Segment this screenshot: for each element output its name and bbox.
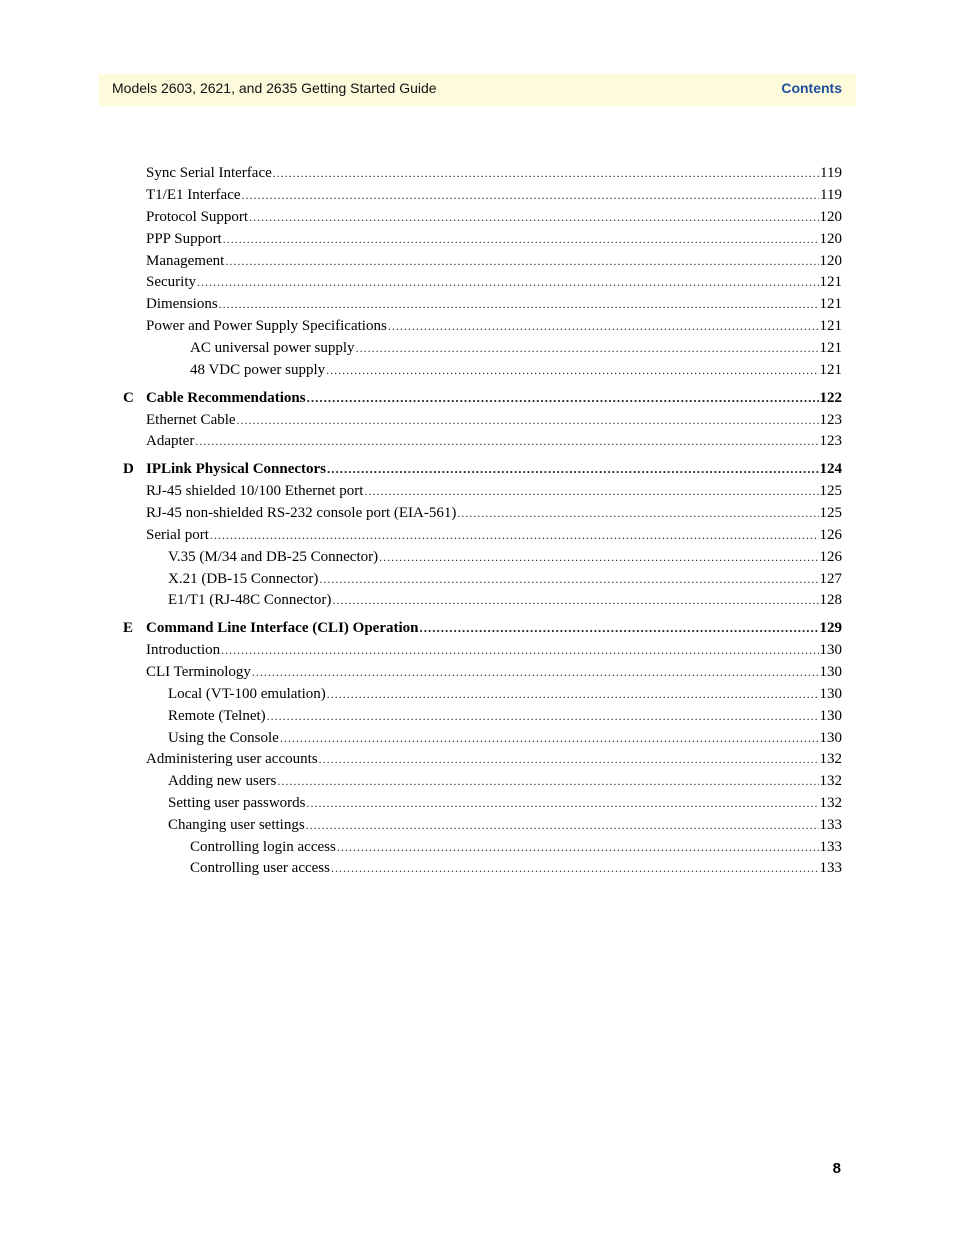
toc-entry-page[interactable]: 121 (819, 274, 842, 290)
toc-entry-label[interactable]: Adding new users (168, 773, 277, 789)
toc-entry-page[interactable]: 126 (819, 527, 842, 543)
dot-leader (457, 503, 818, 523)
toc-entry[interactable] (190, 837, 842, 857)
dot-leader (332, 590, 818, 610)
document-title: Models 2603, 2621, and 2635 Getting Started Guide (112, 80, 437, 96)
toc-entry-label[interactable]: Dimensions (146, 296, 218, 312)
dot-leader (249, 207, 818, 227)
toc-entry-page[interactable]: 120 (819, 209, 842, 225)
dot-leader (242, 185, 820, 205)
toc-entry[interactable] (146, 481, 842, 501)
toc-appendix-entry[interactable] (146, 459, 842, 479)
toc-entry-page[interactable]: 132 (819, 751, 842, 767)
toc-entry-page[interactable]: 119 (820, 187, 842, 203)
toc-entry-label[interactable]: Protocol Support (146, 209, 249, 225)
toc-entry-page[interactable]: 124 (819, 461, 842, 477)
toc-entry[interactable] (146, 229, 842, 249)
toc-entry[interactable] (168, 815, 842, 835)
dot-leader (331, 858, 819, 878)
toc-entry-page[interactable]: 122 (819, 390, 842, 406)
toc-entry-page[interactable]: 130 (819, 642, 842, 658)
dot-leader (307, 388, 819, 408)
toc-entry[interactable] (168, 728, 842, 748)
toc-entry-page[interactable]: 132 (819, 773, 842, 789)
toc-entry-label[interactable]: Controlling user access (190, 860, 330, 876)
toc-entry[interactable] (146, 662, 842, 682)
toc-entry[interactable] (146, 525, 842, 545)
toc-entry-label[interactable]: Changing user settings (168, 817, 305, 833)
toc-entry-page[interactable]: 120 (819, 231, 842, 247)
dot-leader (326, 360, 818, 380)
running-header (99, 74, 856, 106)
toc-entry-page[interactable]: 128 (819, 592, 842, 608)
dot-leader (277, 771, 818, 791)
dot-leader (319, 569, 818, 589)
dot-leader (237, 410, 819, 430)
toc-entry-page[interactable]: 121 (819, 362, 842, 378)
dot-leader (419, 618, 818, 638)
toc-entry-label[interactable]: Serial port (146, 527, 209, 543)
toc-entry[interactable] (146, 185, 842, 205)
dot-leader (223, 229, 819, 249)
toc-entry-page[interactable]: 130 (819, 664, 842, 680)
toc-entry-label[interactable]: PPP Support (146, 231, 222, 247)
toc-entry-page[interactable]: 125 (819, 483, 842, 499)
toc-entry-page[interactable]: 127 (819, 571, 842, 587)
toc-entry-page[interactable]: 132 (819, 795, 842, 811)
toc-entry[interactable] (168, 590, 842, 610)
section-title[interactable]: Contents (781, 80, 842, 96)
toc-entry-label[interactable]: Cable Recommendations (146, 390, 306, 406)
dot-leader (306, 815, 819, 835)
appendix-letter: C (123, 390, 134, 406)
dot-leader (221, 640, 818, 660)
toc-entry-label[interactable]: Using the Console (168, 730, 279, 746)
toc-entry-page[interactable]: 123 (819, 433, 842, 449)
toc-entry[interactable] (168, 706, 842, 726)
toc-entry[interactable] (146, 316, 842, 336)
toc-entry-label[interactable]: Command Line Interface (CLI) Operation (146, 620, 419, 636)
toc-entry-label[interactable]: V.35 (M/34 and DB-25 Connector) (168, 549, 379, 565)
toc-entry[interactable] (146, 251, 842, 271)
toc-entry-page[interactable]: 133 (819, 817, 842, 833)
dot-leader (388, 316, 819, 336)
dot-leader (319, 749, 819, 769)
toc-entry[interactable] (190, 858, 842, 878)
page-number: 8 (832, 1160, 841, 1177)
dot-leader (280, 728, 819, 748)
toc-entry[interactable] (146, 749, 842, 769)
toc-entry[interactable] (168, 684, 842, 704)
toc-appendix-entry[interactable] (146, 618, 842, 638)
toc-entry-label[interactable]: T1/E1 Interface (146, 187, 241, 203)
dot-leader (337, 837, 819, 857)
toc-entry[interactable] (146, 163, 842, 183)
toc-entry-label[interactable]: AC universal power supply (190, 340, 355, 356)
toc-entry-label[interactable]: Remote (Telnet) (168, 708, 266, 724)
toc-entry[interactable] (146, 207, 842, 227)
toc-entry-page[interactable]: 130 (819, 686, 842, 702)
dot-leader (252, 662, 819, 682)
toc-entry-label[interactable]: Security (146, 274, 196, 290)
toc-entry[interactable] (168, 793, 842, 813)
toc-entry-label[interactable]: IPLink Physical Connectors (146, 461, 327, 477)
toc-entry[interactable] (146, 640, 842, 660)
toc-entry[interactable] (146, 294, 842, 314)
toc-entry-page[interactable]: 130 (819, 730, 842, 746)
toc-entry-label[interactable]: Sync Serial Interface (146, 165, 272, 181)
toc-entry-label[interactable]: Controlling login access (190, 839, 336, 855)
toc-entry-label[interactable]: RJ-45 non-shielded RS-232 console port (EIA-561) (146, 505, 457, 521)
toc-entry-label[interactable]: Power and Power Supply Specifications (146, 318, 387, 334)
toc-entry-label[interactable]: Adapter (146, 433, 195, 449)
dot-leader (273, 163, 819, 183)
toc-entry-page[interactable]: 119 (820, 165, 842, 181)
toc-entry-label[interactable]: 48 VDC power supply (190, 362, 326, 378)
toc-entry[interactable] (190, 338, 842, 358)
dot-leader (379, 547, 818, 567)
dot-leader (267, 706, 819, 726)
toc-entry-page[interactable]: 123 (819, 412, 842, 428)
toc-entry[interactable] (146, 503, 842, 523)
dot-leader (307, 793, 819, 813)
toc-entry-label[interactable]: Management (146, 253, 225, 269)
appendix-letter: E (123, 620, 134, 636)
toc-entry[interactable] (146, 431, 842, 451)
dot-leader (210, 525, 819, 545)
toc-entry-page[interactable]: 129 (819, 620, 842, 636)
toc-entry[interactable] (168, 771, 842, 791)
toc-entry-label[interactable]: CLI Terminology (146, 664, 251, 680)
toc-entry-label[interactable]: Setting user passwords (168, 795, 306, 811)
appendix-letter: D (123, 461, 134, 477)
toc-entry-page[interactable]: 130 (819, 708, 842, 724)
toc-entry-page[interactable]: 121 (819, 340, 842, 356)
toc-entry-label[interactable]: X.21 (DB-15 Connector) (168, 571, 319, 587)
dot-leader (219, 294, 819, 314)
dot-leader (225, 251, 818, 271)
dot-leader (356, 338, 819, 358)
toc-entry-label[interactable]: Ethernet Cable (146, 412, 236, 428)
toc-entry-label[interactable]: E1/T1 (RJ-48C Connector) (168, 592, 332, 608)
toc-entry[interactable] (146, 410, 842, 430)
dot-leader (195, 431, 818, 451)
toc-entry-page[interactable]: 133 (819, 839, 842, 855)
dot-leader (327, 684, 819, 704)
toc-entry[interactable] (168, 547, 842, 567)
toc-entry-page[interactable]: 120 (819, 253, 842, 269)
toc-entry-page[interactable]: 133 (819, 860, 842, 876)
toc-entry[interactable] (146, 272, 842, 292)
toc-entry-label[interactable]: RJ-45 shielded 10/100 Ethernet port (146, 483, 364, 499)
dot-leader (327, 459, 818, 479)
toc-entry-label[interactable]: Administering user accounts (146, 751, 318, 767)
toc-entry-label[interactable]: Local (VT-100 emulation) (168, 686, 326, 702)
toc-entry-page[interactable]: 126 (819, 549, 842, 565)
toc-entry-page[interactable]: 121 (819, 318, 842, 334)
toc-appendix-entry[interactable] (146, 388, 842, 408)
dot-leader (197, 272, 819, 292)
toc-entry-page[interactable]: 125 (819, 505, 842, 521)
toc-entry[interactable] (190, 360, 842, 380)
toc-entry[interactable] (168, 569, 842, 589)
dot-leader (364, 481, 818, 501)
toc-entry-label[interactable]: Introduction (146, 642, 221, 658)
toc-entry-page[interactable]: 121 (819, 296, 842, 312)
